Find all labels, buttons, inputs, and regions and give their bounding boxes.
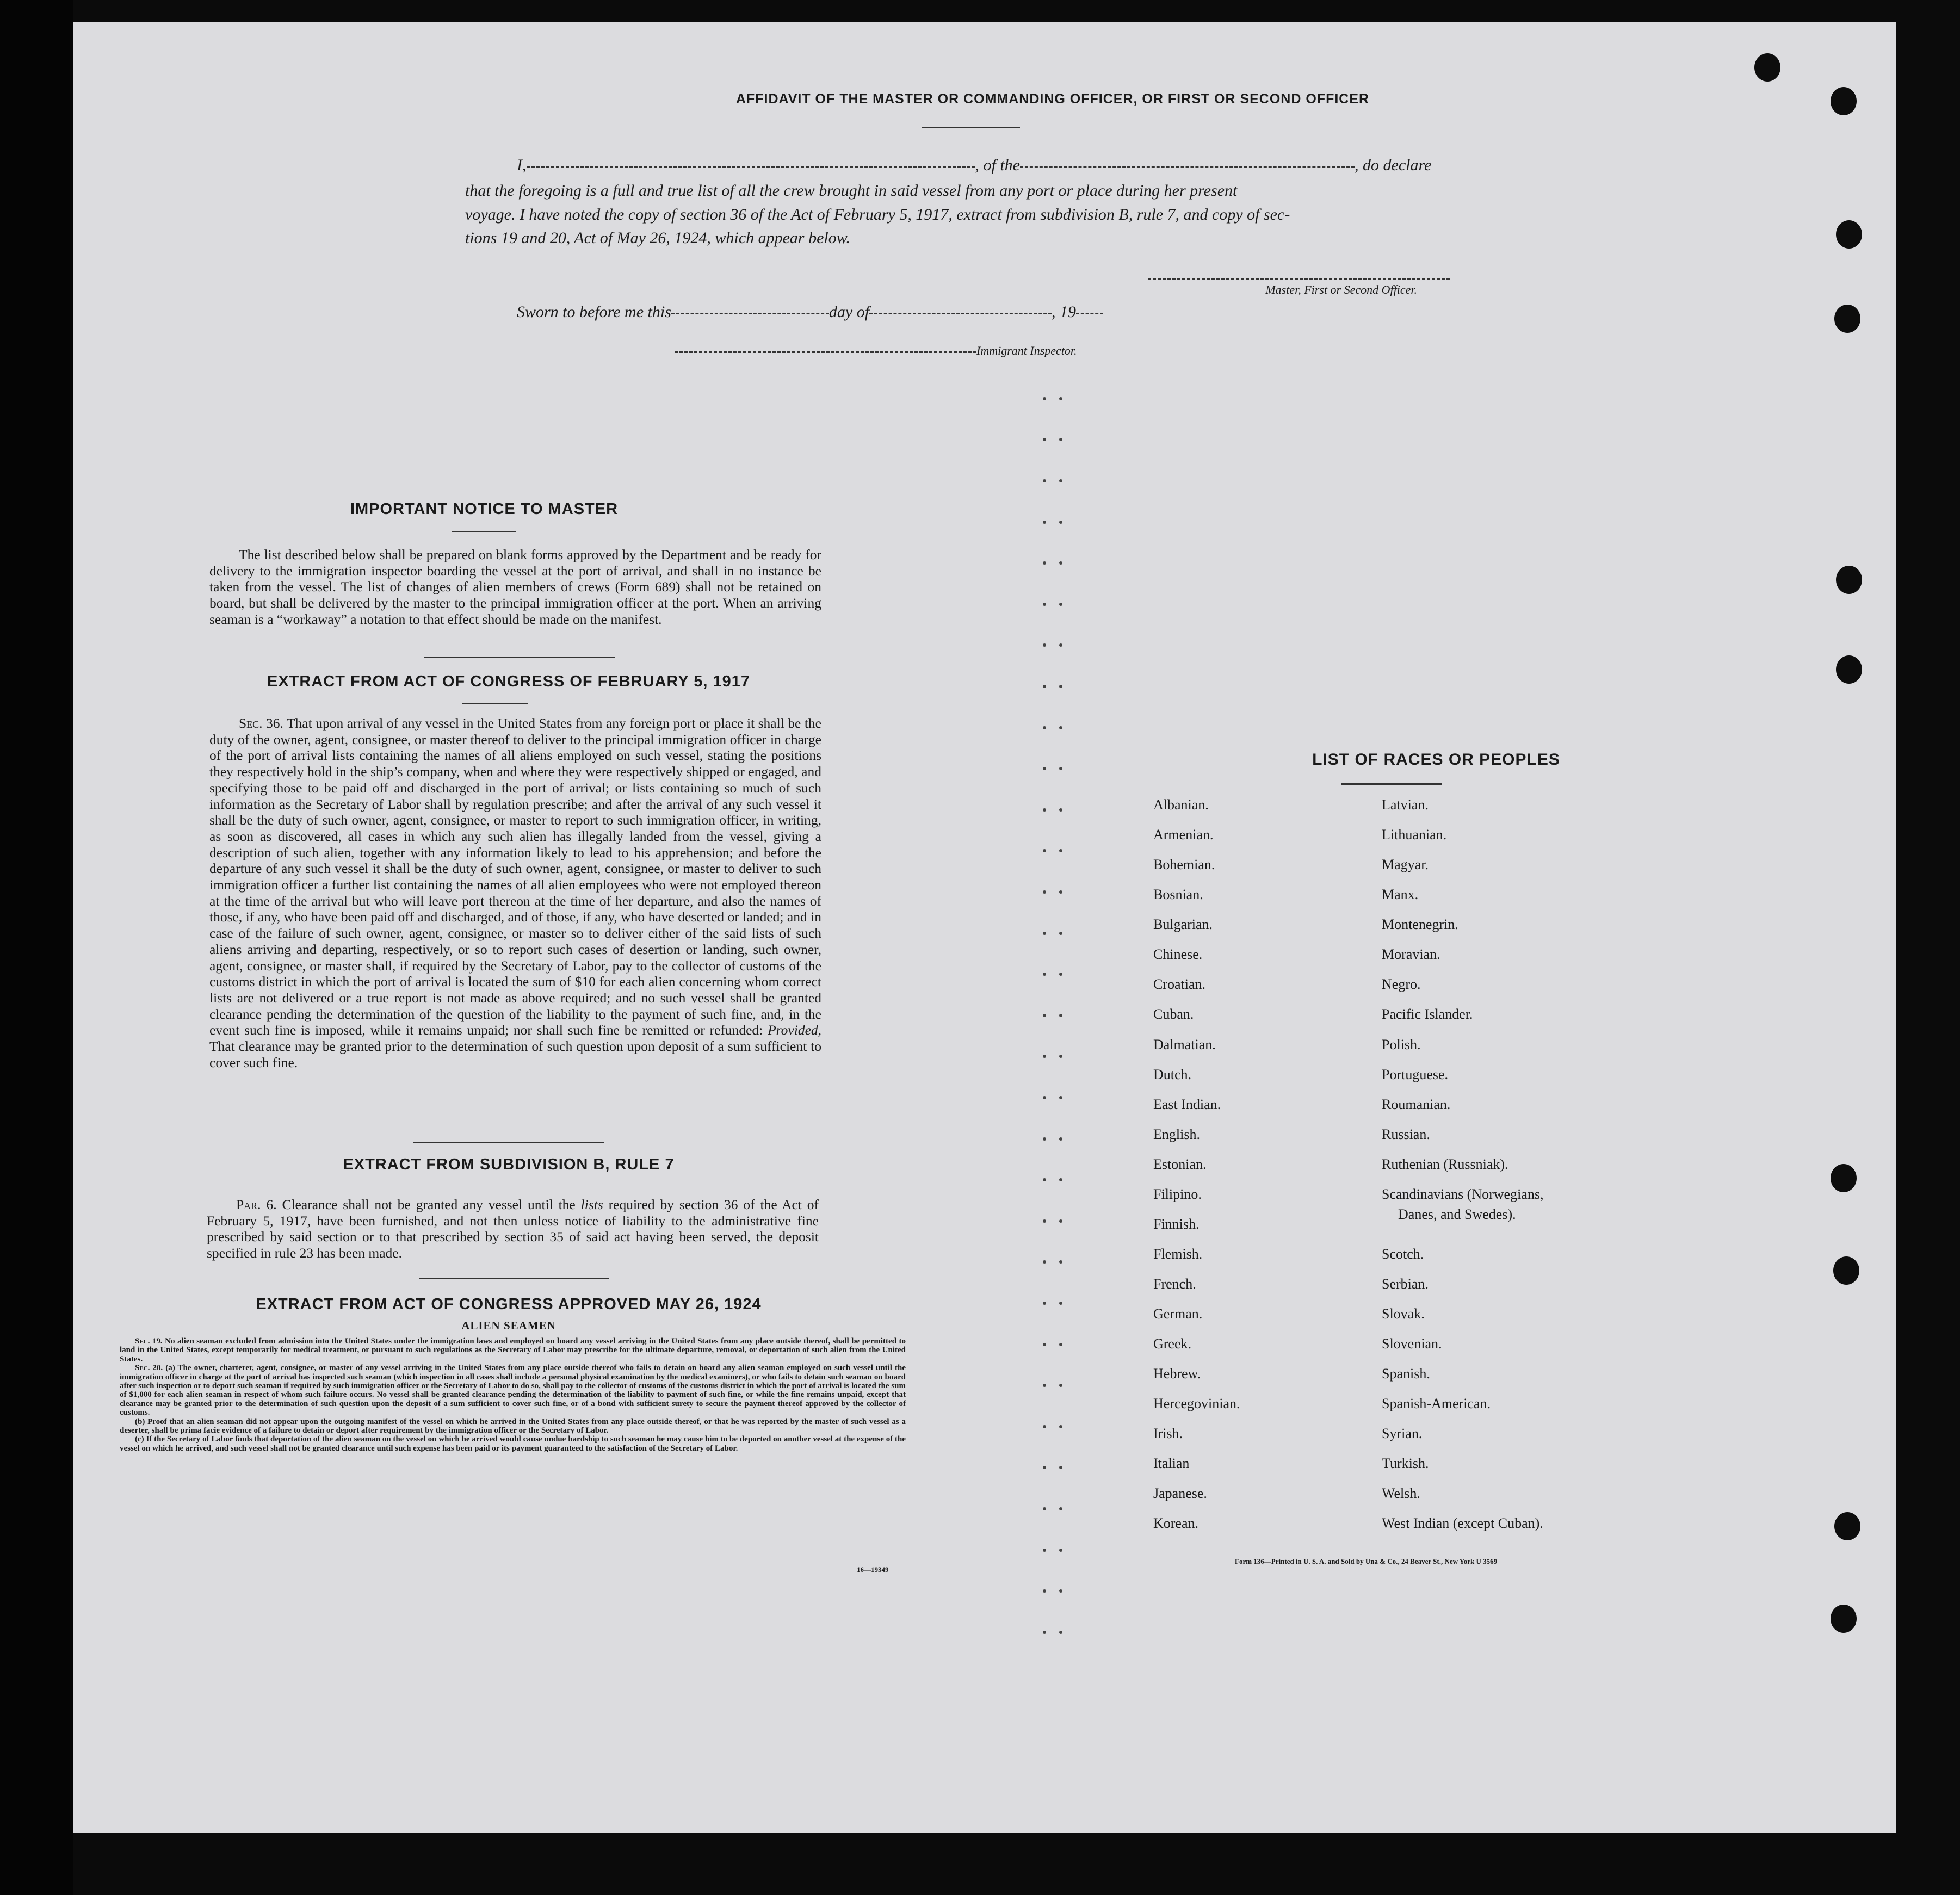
race-item: Filipino. (1153, 1186, 1202, 1202)
sec19-text: No alien seaman excluded from admission into the United States under the immigration laws and employed on board any vessel arriving in the United States from any place outside thereof, shall be permitted to land in the United States, except temporarily for medical treatment, or pursuant to such regulations as the Secretary of Labor may prescribe for the ultimate departure, removal, or deportation of such alien from the United States. (120, 1337, 906, 1364)
vessel-blank[interactable] (1020, 165, 1355, 168)
notice-divider (452, 531, 516, 532)
race-item: Bohemian. (1153, 857, 1215, 872)
race-item: Danes, and Swedes). (1398, 1206, 1516, 1222)
race-item: Polish. (1382, 1037, 1421, 1052)
race-item: English. (1153, 1126, 1200, 1142)
act1924-body (120, 1337, 906, 1453)
race-item: Slovenian. (1382, 1336, 1442, 1352)
act1917-body (209, 715, 821, 1070)
race-item: Irish. (1153, 1426, 1183, 1441)
binder-hole (1831, 1605, 1857, 1633)
sec36-provided: Provided, (768, 1022, 822, 1038)
race-item: Negro. (1382, 976, 1421, 992)
sworn-year-label: , 19 (1052, 303, 1077, 321)
affidavit-title: AFFIDAVIT OF THE MASTER OR COMMANDING OFFICER, OR FIRST OR SECOND OFFICER (735, 91, 1370, 107)
binder-hole (1834, 305, 1860, 333)
affidavit-line-1 (517, 152, 1550, 178)
sec36-text-end: That clearance may be granted prior to the determination of such question upon deposit of a sum sufficient to cover such fine. (209, 1038, 821, 1070)
race-item: Flemish. (1153, 1246, 1203, 1262)
inspector-label: Immigrant Inspector. (976, 344, 1077, 357)
race-item: Bulgarian. (1153, 916, 1213, 932)
signature-block (1148, 277, 1450, 297)
rule7-par6 (207, 1197, 819, 1261)
race-item: Syrian. (1382, 1426, 1423, 1441)
sworn-prefix: Sworn to before me this (517, 303, 671, 321)
race-item: Magyar. (1382, 857, 1429, 872)
race-item: Turkish. (1382, 1456, 1429, 1471)
race-item: Chinese. (1153, 946, 1203, 962)
race-item: Manx. (1382, 887, 1419, 902)
race-item: Greek. (1153, 1336, 1192, 1352)
rule7-end-divider (419, 1278, 609, 1279)
inspector-line (675, 344, 1219, 358)
rule7-title: EXTRACT FROM SUBDIVISION B, RULE 7 (343, 1156, 675, 1173)
binder-hole (1834, 1512, 1860, 1540)
race-item: Cuban. (1153, 1006, 1194, 1022)
race-item: Armenian. (1153, 827, 1214, 843)
race-item: Ruthenian (Russniak). (1382, 1156, 1508, 1172)
act1924-sec20c: (c) If the Secretary of Labor finds that deportation of the alien seaman on the vessel on which he arrived would cause undue hardship to such seaman he may cause him to be deported on another vessel at the expense of the vessel on which he arrived, and such vessel shall not be granted clearance until such expense has been paid or its payment guaranteed to the satisfaction of the Secretary of Labor. (120, 1435, 906, 1453)
race-item: Moravian. (1382, 946, 1440, 962)
race-item: Bosnian. (1153, 887, 1203, 902)
race-item: French. (1153, 1276, 1196, 1292)
name-blank[interactable] (527, 165, 975, 168)
race-item: Croatian. (1153, 976, 1206, 992)
race-item: Russian. (1382, 1126, 1430, 1142)
notice-body (209, 547, 821, 628)
race-item: Italian (1153, 1456, 1190, 1471)
race-item: Japanese. (1153, 1485, 1207, 1501)
sworn-day-label: day of (828, 303, 870, 321)
sec36-text: That upon arrival of any vessel in the United States from any foreign port or place it shall be the duty of the owner, agent, consignee, or master thereof to deliver to the principal immigration officer in charge of the port of arrival lists containing the names of all aliens employed on such vessel, stating the positions they respectively hold in the ship’s company, when and where they were respectively shipped or engaged, and specifying those to be paid off and discharged in the port of arrival; or lists containing so much of such information as the Secretary of Labor shall by regulation prescribe; and after the arrival of any such vessel it shall be the duty of such owner, agent, consignee, or master to report to such immigration officer, in writing, as soon as discovered, all cases in which any such alien has illegally landed from the vessel, giving a description of such alien, together with any information likely to lead to his apprehension; and before the departure of any such vessel it shall be the duty of such owner, agent, consignee, or master to deliver to such immigration officer a further list containing the names of all alien employees who were not employed thereon at the time of the arrival but who will leave port thereon at the time of her departure, and also the names of those, if any, who have been paid off and discharged, and of those, if any, who have deserted or landed; and in case of the failure of such owner, agent, consignee, or master so to deliver either of the said lists of such aliens arriving and departing, respectively, or so to report such cases of desertion or landing, such owner, agent, consignee, or master shall, if required by the Secretary of Labor, pay to the collector of customs of the customs district in which the port of arrival is located the sum of $10 for each alien concerning whom correct lists are not delivered or a true report is not made as above required; and no such vessel shall be granted clearance pending the determination of the question of the liability to the payment of such fine, and, in the event such fine is imposed, while it remains unpaid; nor shall such fine be remitted or refunded: (209, 715, 822, 1038)
binder-hole (1754, 53, 1780, 82)
race-item: Estonian. (1153, 1156, 1207, 1172)
race-item: Finnish. (1153, 1216, 1200, 1232)
binder-hole (1833, 1256, 1859, 1285)
affidavit-i: I, (517, 156, 527, 174)
scan-background-left (0, 0, 73, 1895)
race-item: Latvian. (1382, 797, 1429, 813)
form-printer-note: Form 136—Printed in U. S. A. and Sold by Una & Co., 24 Beaver St., New York U 3569 (1235, 1557, 1498, 1565)
race-item: Dutch. (1153, 1067, 1192, 1082)
sworn-line (517, 299, 1224, 325)
race-item: Dalmatian. (1153, 1037, 1216, 1052)
rule7-body (207, 1197, 819, 1261)
race-item: Lithuanian. (1382, 827, 1447, 843)
notice-end-divider (424, 657, 615, 658)
act1924-sec19 (120, 1337, 906, 1364)
affidavit-line-3: voyage. I have noted the copy of section 36 of the Act of February 5, 1917, extract from subdivision B, rule 7, and copy of sec- (465, 206, 1290, 224)
race-item: Spanish-American. (1382, 1396, 1491, 1411)
sworn-day-blank[interactable] (671, 312, 829, 314)
notice-text: The list described below shall be prepared on blank forms approved by the Department and be ready for delivery to the immigration inspector boarding the vessel at the port of arrival, and shall in no instance be taken from the vessel. The list of changes of alien members of crews (Form 689) shall not be retained on board, but shall be delivered by the master to the principal immigration officer at the port. When an arriving seaman is a “workaway” a notation to that effect should be made on the manifest. (209, 547, 821, 627)
race-item: Serbian. (1382, 1276, 1429, 1292)
act1917-sec36 (209, 715, 821, 1070)
race-item: West Indian (except Cuban). (1382, 1515, 1543, 1531)
race-item: Portuguese. (1382, 1067, 1449, 1082)
affidavit-line-2: that the foregoing is a full and true list of all the crew brought in said vessel from any port or place during her present (465, 182, 1238, 200)
par6-label: Par. 6. (236, 1197, 277, 1212)
race-item: Welsh. (1382, 1485, 1420, 1501)
race-item: Roumanian. (1382, 1097, 1451, 1112)
race-item: Pacific Islander. (1382, 1006, 1473, 1022)
act1924-subtitle: ALIEN SEAMEN (461, 1319, 556, 1332)
affidavit-of-the: , of the (975, 156, 1020, 174)
race-item: Scandinavians (Norwegians, (1382, 1186, 1544, 1202)
race-item: Albanian. (1153, 797, 1209, 813)
binder-hole (1836, 220, 1862, 249)
races-title: LIST OF RACES OR PEOPLES (1312, 751, 1560, 769)
notice-title: IMPORTANT NOTICE TO MASTER (350, 500, 619, 518)
sec36-label: Sec. 36. (239, 715, 283, 731)
title-divider (922, 127, 1020, 128)
affidavit-declare: , do declare (1355, 156, 1432, 174)
race-item: Hebrew. (1153, 1366, 1201, 1382)
act1924-sec20b: (b) Proof that an alien seaman did not appear upon the outgoing manifest of the vessel on which he arrived in the United States from any place outside thereof, or that he was reported by the master of such vessel as a deserter, shall be prima facie evidence of a failure to detain or deport after requirement by the immigration officer or the Secretary of Labor. (120, 1417, 906, 1435)
races-divider (1341, 783, 1442, 785)
act1924-title: EXTRACT FROM ACT OF CONGRESS APPROVED MAY 26, 1924 (256, 1296, 762, 1313)
par6-lists: lists (580, 1197, 603, 1212)
sworn-month-blank[interactable] (869, 312, 1052, 314)
document-sheet (73, 22, 1896, 1833)
act1917-end-divider (413, 1142, 604, 1143)
signature-label: Master, First or Second Officer. (1265, 283, 1417, 296)
race-item: Hercegovinian. (1153, 1396, 1240, 1411)
race-item: Slovak. (1382, 1306, 1425, 1322)
binder-hole (1836, 655, 1862, 684)
affidavit-line-4: tions 19 and 20, Act of May 26, 1924, which appear below. (465, 229, 851, 247)
binder-hole (1831, 87, 1857, 115)
act1924-code: 16—19349 (857, 1565, 889, 1574)
race-item: Scotch. (1382, 1246, 1424, 1262)
inspector-blank[interactable] (675, 351, 976, 353)
sec20a-text: (a) The owner, charterer, agent, consignee, or master of any vessel arriving in the United States from any place outside thereof who fails to detain on board any alien seaman employed on such vessel until the immigration officer in charge at the port of arrival has inspected such seaman (which inspection in all cases shall include a personal physical examination by the medical examiners), or who fails to detain such seaman on board after such inspection or to deport such seaman if required by such immigration officer or the Secretary of Labor to do so, shall pay to the collector of customs of the customs district in which the port of arrival is located the sum of $1,000 for each alien seaman in respect of whom such failure occurs. No vessel shall be granted clearance pending the determination of the liability to payment of such fine, or while the fine remains unpaid, except that clearance may be granted prior to the determination of such question upon the deposit of a sum sufficient to cover such fine, or of a bond with sufficient surety to secure the payment thereof approved by the collector of customs. (120, 1364, 906, 1417)
race-item: German. (1153, 1306, 1203, 1322)
race-item: Montenegrin. (1382, 916, 1458, 932)
binder-hole (1836, 566, 1862, 594)
race-item: East Indian. (1153, 1097, 1221, 1112)
sec19-label: Sec. 19. (135, 1337, 163, 1346)
act1917-title: EXTRACT FROM ACT OF CONGRESS OF FEBRUARY 5, 1917 (267, 673, 751, 690)
act1917-divider (462, 703, 528, 704)
sec20-label: Sec. 20. (135, 1364, 163, 1373)
binder-hole (1831, 1164, 1857, 1192)
race-item: Spanish. (1382, 1366, 1430, 1382)
act1924-sec20a (120, 1364, 906, 1417)
par6-text: Clearance shall not be granted any vessel until the (282, 1197, 576, 1212)
par6-text-end: required by section 36 of the Act of February 5, 1917, have been furnished, and not then unless notice of liability to the administrative fine prescribed by said section or to that prescribed by section 35 of said act having been served, the deposit specified in rule 23 has been made. (207, 1197, 819, 1261)
race-item: Korean. (1153, 1515, 1199, 1531)
sworn-year-blank[interactable] (1076, 312, 1103, 314)
signature-blank[interactable] (1148, 277, 1450, 280)
